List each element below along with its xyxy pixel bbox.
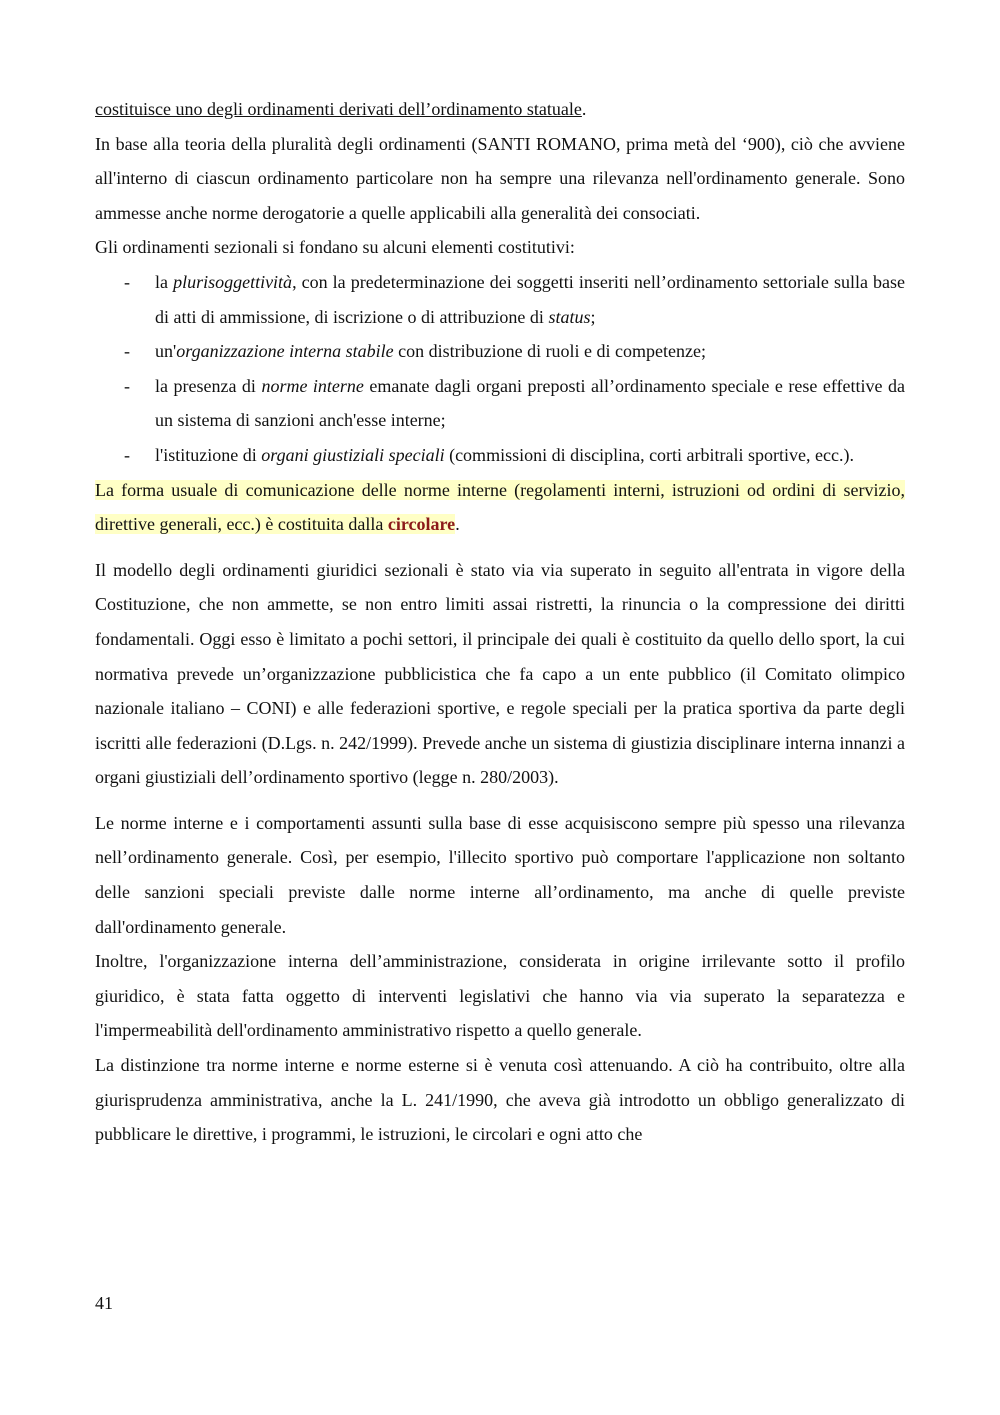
paragraph-norme-interne: Le norme interne e i comportamenti assunti sulla base di esse acquisiscono sempre più spesso una rilevanza nell’ordinamento generale. Così, per esempio, l'illecito sportivo può comportare l'applicazione non soltanto delle sanzioni speciali previste dalle norme interne all’ordinamento, ma anche di quelle previste dall'ordinamento generale. (95, 812, 905, 937)
page-number: 41 (95, 1293, 113, 1313)
list-item-text: l'istituzione di (155, 444, 262, 465)
list-dash: - (124, 341, 130, 362)
list-item (95, 334, 905, 369)
list-item-emphasis: organi giustiziali speciali (261, 444, 445, 465)
list-item-text: la presenza di (155, 375, 262, 396)
list-item-text: , con la predeterminazione dei soggetti inseriti nell’ordinamento settoriale sulla base di atti di ammissione, di iscrizione o di attribuzione di (155, 271, 905, 327)
paragraph-pluralita: In base alla teoria della pluralità degli ordinamenti (SANTI ROMANO, prima metà del ‘900), ciò che avviene all'interno di ciascun ordinamento particolare non ha sempre una rilevanza nell'ordinamento generale. Sono ammesse anche norme derogatorie a quelle applicabili alla generalità dei consociati. (95, 133, 905, 223)
opening-line-tail: . (581, 99, 587, 119)
paragraph-elementi-intro: Gli ordinamenti sezionali si fondano su alcuni elementi costitutivi: (95, 237, 575, 258)
list-item-text: (commissioni di disciplina, corti arbitrali sportive, ecc.). (444, 444, 854, 465)
highlight-body: La forma usuale di comunicazione delle norme interne (regolamenti interni, istruzioni od ordini di servizio, direttive generali, ecc.) è costituita dalla (95, 479, 905, 535)
list-item-text: con distribuzione di ruoli e di competenze; (393, 341, 707, 362)
paragraph-distinzione: La distinzione tra norme interne e norme esterne si è venuta così attenuando. A ciò ha contribuito, oltre alla giurisprudenza amministrativa, anche la L. 241/1990, che aveva già introdotto un obbligo generalizzato di pubblicare le direttive, i programmi, le istruzioni, le circolari e ogni atto che (95, 1055, 905, 1145)
list-item-emphasis: status (548, 306, 591, 327)
list-item-emphasis: organizzazione interna stabile (176, 341, 394, 362)
list-item (95, 265, 905, 334)
list-item-text: la (155, 271, 174, 292)
highlight-tail: . (455, 514, 460, 535)
list-item (95, 369, 905, 438)
highlighted-text (95, 480, 905, 535)
paragraph-inoltre: Inoltre, l'organizzazione interna dell’amministrazione, considerata in origine irrilevante sotto il profilo giuridico, è stata fatta oggetto di interventi legislativi che hanno via via superato la separatezza e l'impermeabilità dell'ordinamento amministrativo rispetto a quello generale. (95, 951, 905, 1041)
highlighted-paragraph (95, 473, 905, 542)
list-dash: - (124, 271, 130, 292)
keyword-circolare: circolare (387, 514, 456, 535)
list-item-emphasis: plurisoggettività (173, 271, 293, 292)
paragraph-modello: Il modello degli ordinamenti giuridici sezionali è stato via via superato in seguito all'entrata in vigore della Costituzione, che non ammette, se non entro limiti assai ristretti, la rinuncia o la compressione dei diritti fondamentali. Oggi esso è limitato a pochi settori, il principale dei quali è costituito da quello dello sport, la cui normativa prevede un’organizzazione pubblicistica che fa capo a un ente pubblico (il Comitato olimpico nazionale italiano – CONI) e alle federazioni sportive, e regole speciali per la pratica sportiva da parte degli iscritti alle federazioni (D.Lgs. n. 242/1999). Prevede anche un sistema di giustizia disciplinare interna innanzi a organi giustiziali dell’ordinamento sportivo (legge n. 280/2003). (95, 559, 905, 788)
elements-list (95, 265, 905, 473)
list-item-text: un' (155, 341, 177, 362)
list-item-text: emanate dagli organi preposti all’ordinamento speciale e rese effettive da un sistema di sanzioni anch'esse interne; (155, 375, 905, 431)
list-item-text: ; (590, 306, 596, 327)
document-page-content (95, 92, 905, 1152)
underlined-sentence: costituisce uno degli ordinamenti derivati dell’ordinamento statuale (95, 99, 582, 119)
opening-line (95, 92, 905, 127)
list-item-emphasis: norme interne (261, 375, 364, 396)
list-item (95, 438, 905, 473)
list-dash: - (124, 375, 130, 396)
list-dash: - (124, 444, 130, 465)
